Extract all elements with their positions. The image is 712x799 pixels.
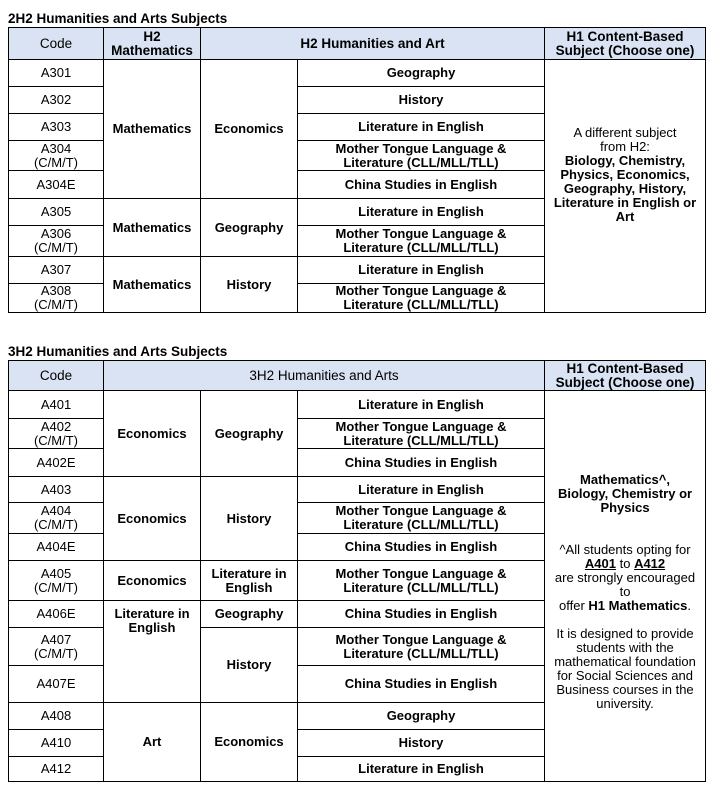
subject3-cell: History: [298, 730, 545, 757]
code-cell: A301: [9, 60, 104, 87]
h1-note-cell: [545, 391, 706, 782]
subject1-cell: Economics: [104, 477, 201, 561]
footnote-to-word: to: [619, 556, 631, 571]
subject3-cell: Mother Tongue Language & Literature (CLL/MLL/TLL): [298, 628, 545, 666]
code-cell: A407E: [9, 666, 104, 703]
code-cell: A404 (C/M/T): [9, 503, 104, 534]
subject3-cell: Geography: [298, 703, 545, 730]
code-cell: A403: [9, 477, 104, 503]
subject2-cell: History: [201, 628, 298, 703]
code-cell: A404E: [9, 534, 104, 561]
subject3-cell: China Studies in English: [298, 534, 545, 561]
h1-note-subjects: Mathematics^, Biology, Chemistry or Physics: [557, 472, 693, 515]
subject3-cell: Mother Tongue Language & Literature (CLL/MLL/TLL): [298, 503, 545, 534]
subject-cell: Literature in English: [298, 114, 545, 141]
subject2-cell: History: [201, 477, 298, 561]
footnote-subject: H1 Mathematics: [588, 598, 688, 613]
subject3-cell: China Studies in English: [298, 449, 545, 477]
h1-note-subjects: Biology, Chemistry, Physics, Economics, Geography, History, Literature in English or Art: [553, 153, 697, 224]
subject2-cell: Geography: [201, 391, 298, 477]
h1-note-rationale: It is designed to provide students with the mathematical foundation for Social Sciences and Business courses in the university.: [554, 626, 696, 711]
footnote-offer: offer: [559, 598, 585, 613]
code-cell: A306 (C/M/T): [9, 226, 104, 257]
code-cell: A410: [9, 730, 104, 757]
code-cell: A408: [9, 703, 104, 730]
subject3-cell: China Studies in English: [298, 666, 545, 703]
subject-cell: History: [298, 87, 545, 114]
header-h2-math: H2 Mathematics: [104, 28, 201, 60]
section-title-3h2: 3H2 Humanities and Arts Subjects: [8, 344, 228, 359]
subject3-cell: Mother Tongue Language & Literature (CLL/MLL/TLL): [298, 561, 545, 601]
subject2-cell: Literature in English: [201, 561, 298, 601]
subject-cell: Mother Tongue Language & Literature (CLL/MLL/TLL): [298, 141, 545, 171]
subject-cell: Literature in English: [298, 257, 545, 284]
header-h2-humanities: H2 Humanities and Art: [201, 28, 545, 60]
code-cell: A304E: [9, 171, 104, 199]
code-cell: A305: [9, 199, 104, 226]
header-h1: H1 Content-Based Subject (Choose one): [545, 28, 706, 60]
code-cell: A412: [9, 757, 104, 782]
subject3-cell: Literature in English: [298, 391, 545, 419]
subject2-cell: Economics: [201, 703, 298, 782]
code-cell: A307: [9, 257, 104, 284]
humanities-cell: Economics: [201, 60, 298, 199]
code-cell: A402E: [9, 449, 104, 477]
footnote-from-code: A401: [584, 556, 616, 571]
subject2-cell: Geography: [201, 601, 298, 628]
h1-note-cell: [545, 60, 706, 313]
code-cell: A401: [9, 391, 104, 419]
header-code: Code: [9, 28, 104, 60]
table-3h2: [8, 360, 706, 782]
subject1-cell: Economics: [104, 561, 201, 601]
section-title-2h2: 2H2 Humanities and Arts Subjects: [8, 11, 228, 26]
subject-cell: Mother Tongue Language & Literature (CLL/MLL/TLL): [298, 284, 545, 313]
math-cell: Mathematics: [104, 199, 201, 257]
humanities-cell: History: [201, 257, 298, 313]
subject3-cell: Literature in English: [298, 757, 545, 782]
subject-cell: Geography: [298, 60, 545, 87]
code-cell: A304 (C/M/T): [9, 141, 104, 171]
code-cell: A303: [9, 114, 104, 141]
table-row: [9, 391, 706, 419]
h1-note-footnote: [549, 543, 701, 613]
subject3-cell: Literature in English: [298, 477, 545, 503]
h1-note-intro: A different subject from H2:: [573, 125, 677, 154]
code-cell: A407 (C/M/T): [9, 628, 104, 666]
subject3-cell: Mother Tongue Language & Literature (CLL/MLL/TLL): [298, 419, 545, 449]
code-cell: A308 (C/M/T): [9, 284, 104, 313]
footnote-prefix: ^All students opting for: [559, 542, 691, 557]
code-cell: A405 (C/M/T): [9, 561, 104, 601]
subject1-cell: Literature in English: [104, 601, 201, 703]
subject-cell: Mother Tongue Language & Literature (CLL/MLL/TLL): [298, 226, 545, 257]
humanities-cell: Geography: [201, 199, 298, 257]
header-h1: H1 Content-Based Subject (Choose one): [545, 361, 706, 391]
footnote-to-code: A412: [634, 556, 666, 571]
math-cell: Mathematics: [104, 257, 201, 313]
footnote-middle: are strongly encouraged to: [554, 570, 696, 599]
header-code: Code: [9, 361, 104, 391]
subject3-cell: China Studies in English: [298, 601, 545, 628]
footnote-end: .: [687, 598, 692, 613]
subject-cell: Literature in English: [298, 199, 545, 226]
table-row: [9, 60, 706, 87]
code-cell: A302: [9, 87, 104, 114]
code-cell: A402 (C/M/T): [9, 419, 104, 449]
code-cell: A406E: [9, 601, 104, 628]
subject-cell: China Studies in English: [298, 171, 545, 199]
math-cell: Mathematics: [104, 60, 201, 199]
subject1-cell: Art: [104, 703, 201, 782]
subject1-cell: Economics: [104, 391, 201, 477]
table-2h2: [8, 27, 706, 313]
header-3h2-humanities: 3H2 Humanities and Arts: [104, 361, 545, 391]
